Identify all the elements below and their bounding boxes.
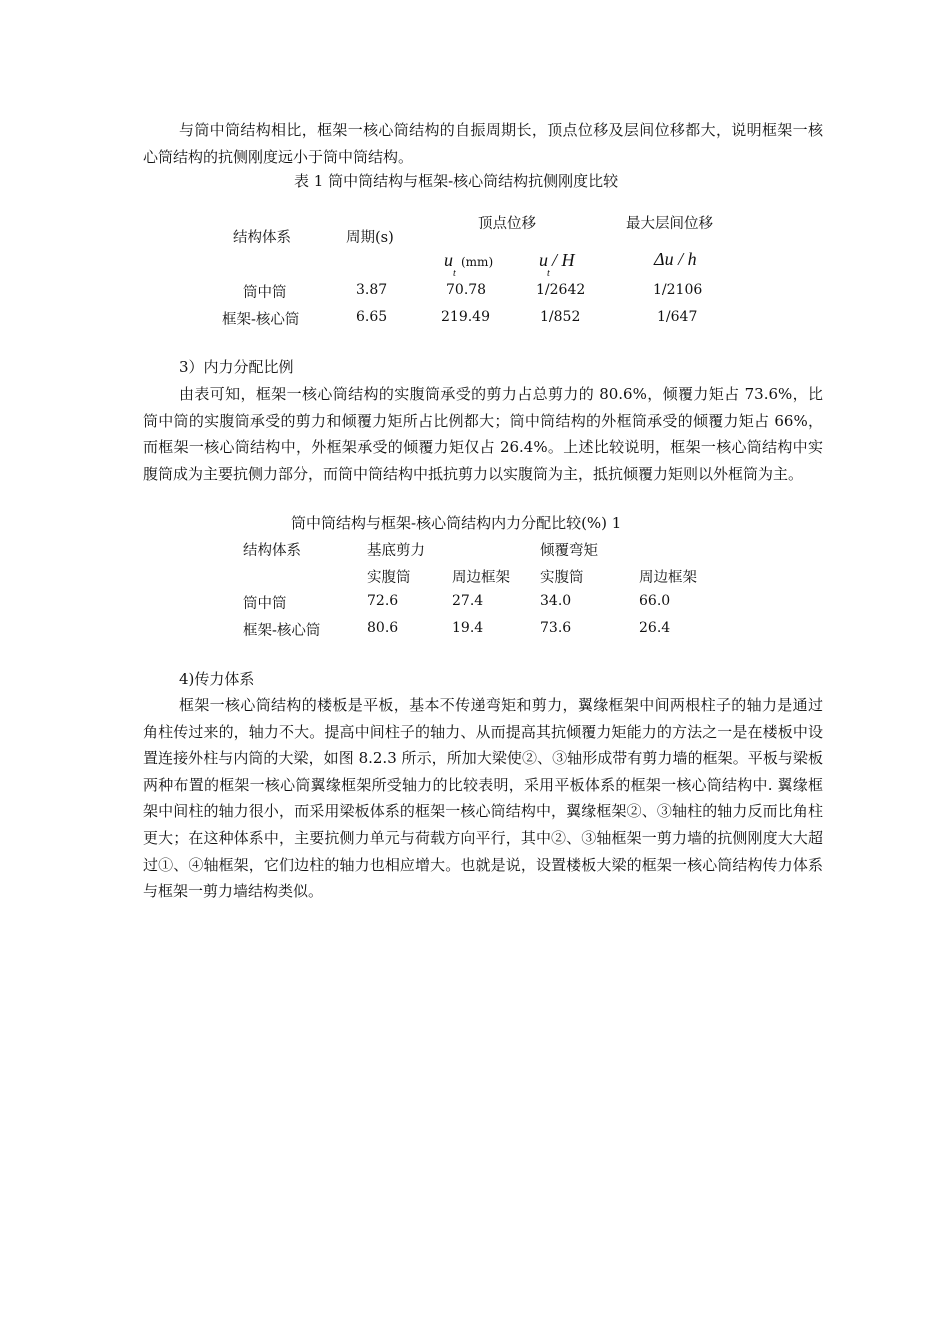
table1-header-drift: Δu / h: [654, 249, 697, 269]
table2-header-overturning: 倾覆弯矩: [540, 543, 598, 559]
section3-heading: 3）内力分配比例: [179, 358, 294, 376]
table2-header-system: 结构体系: [243, 543, 301, 559]
table2-header-frame-2: 周边框架: [639, 570, 697, 586]
section4-heading: 4)传力体系: [179, 670, 255, 688]
section4-paragraph: 框架一核心筒结构的楼板是平板，基本不传递弯矩和剪力，翼缘框架中间两根柱子的轴力是通过角柱传过来的，轴力不大。提高中间柱子的轴力、从而提高其抗倾覆力矩能力的方法之一是在楼板中设置连接外柱与内筒的大梁，如图 8.2.3 所示，所加大梁使②、③轴形成带有剪力墙的框架。平板与梁板两种布置的框架一核心筒翼缘框架所受轴力的比较表明，采用平板体系的框架一核心筒结构中. 翼缘框架中间柱的轴力很小，而采用梁板体系的框架一核心筒结构中，翼缘框架②、③轴柱的轴力反而比角柱更大；在这种体系中，主要抗侧力单元与荷载方向平行，其中②、③轴框架一剪力墙的抗侧刚度大大超过①、④轴框架，它们边柱的轴力也相应增大。也就是说，设置楼板大梁的框架一核心筒结构传力体系与框架一剪力墙结构类似。: [143, 696, 823, 901]
table2-header-solid-tube-2: 实腹筒: [540, 570, 584, 586]
table1-header-system: 结构体系: [233, 230, 291, 246]
table1-caption: 表 1 筒中筒结构与框架-核心筒结构抗侧刚度比较: [294, 172, 619, 190]
table2-header-frame-1: 周边框架: [452, 570, 510, 586]
section3-paragraph: 由表可知，框架一核心筒结构的实腹筒承受的剪力占总剪力的 80.6%，倾覆力矩占 73.6%，比筒中筒的实腹筒承受的剪力和倾覆力矩所占比例都大；筒中筒结构的外框筒承受的倾覆力矩占 66%，而框架一核心筒结构中，外框架承受的倾覆力矩仅占 26.4%。上述比较说明，框架一核心筒结构中实腹筒成为主要抗侧力部分，而筒中筒结构中抵抗剪力以实腹筒为主，抵抗倾覆力矩则以外框筒为主。: [143, 385, 823, 483]
table2-header-base-shear: 基底剪力: [367, 543, 425, 559]
table1-header-period: 周期(s): [346, 230, 394, 246]
table2-caption: 筒中筒结构与框架-核心筒结构内力分配比较(%) 1: [291, 514, 622, 532]
table1-header-max-drift: 最大层间位移: [626, 216, 713, 232]
table1-header-top-disp: 顶点位移: [478, 216, 536, 232]
table1-header-u: u t (mm): [444, 250, 494, 279]
table2-header-solid-tube-1: 实腹筒: [367, 570, 411, 586]
intro-paragraph: 与筒中筒结构相比，框架一核心筒结构的自振周期长，顶点位移及层间位移都大，说明框架一核心筒结构的抗侧刚度远小于筒中筒结构。: [143, 121, 823, 166]
table1-header-uH: u t / H: [539, 250, 575, 279]
